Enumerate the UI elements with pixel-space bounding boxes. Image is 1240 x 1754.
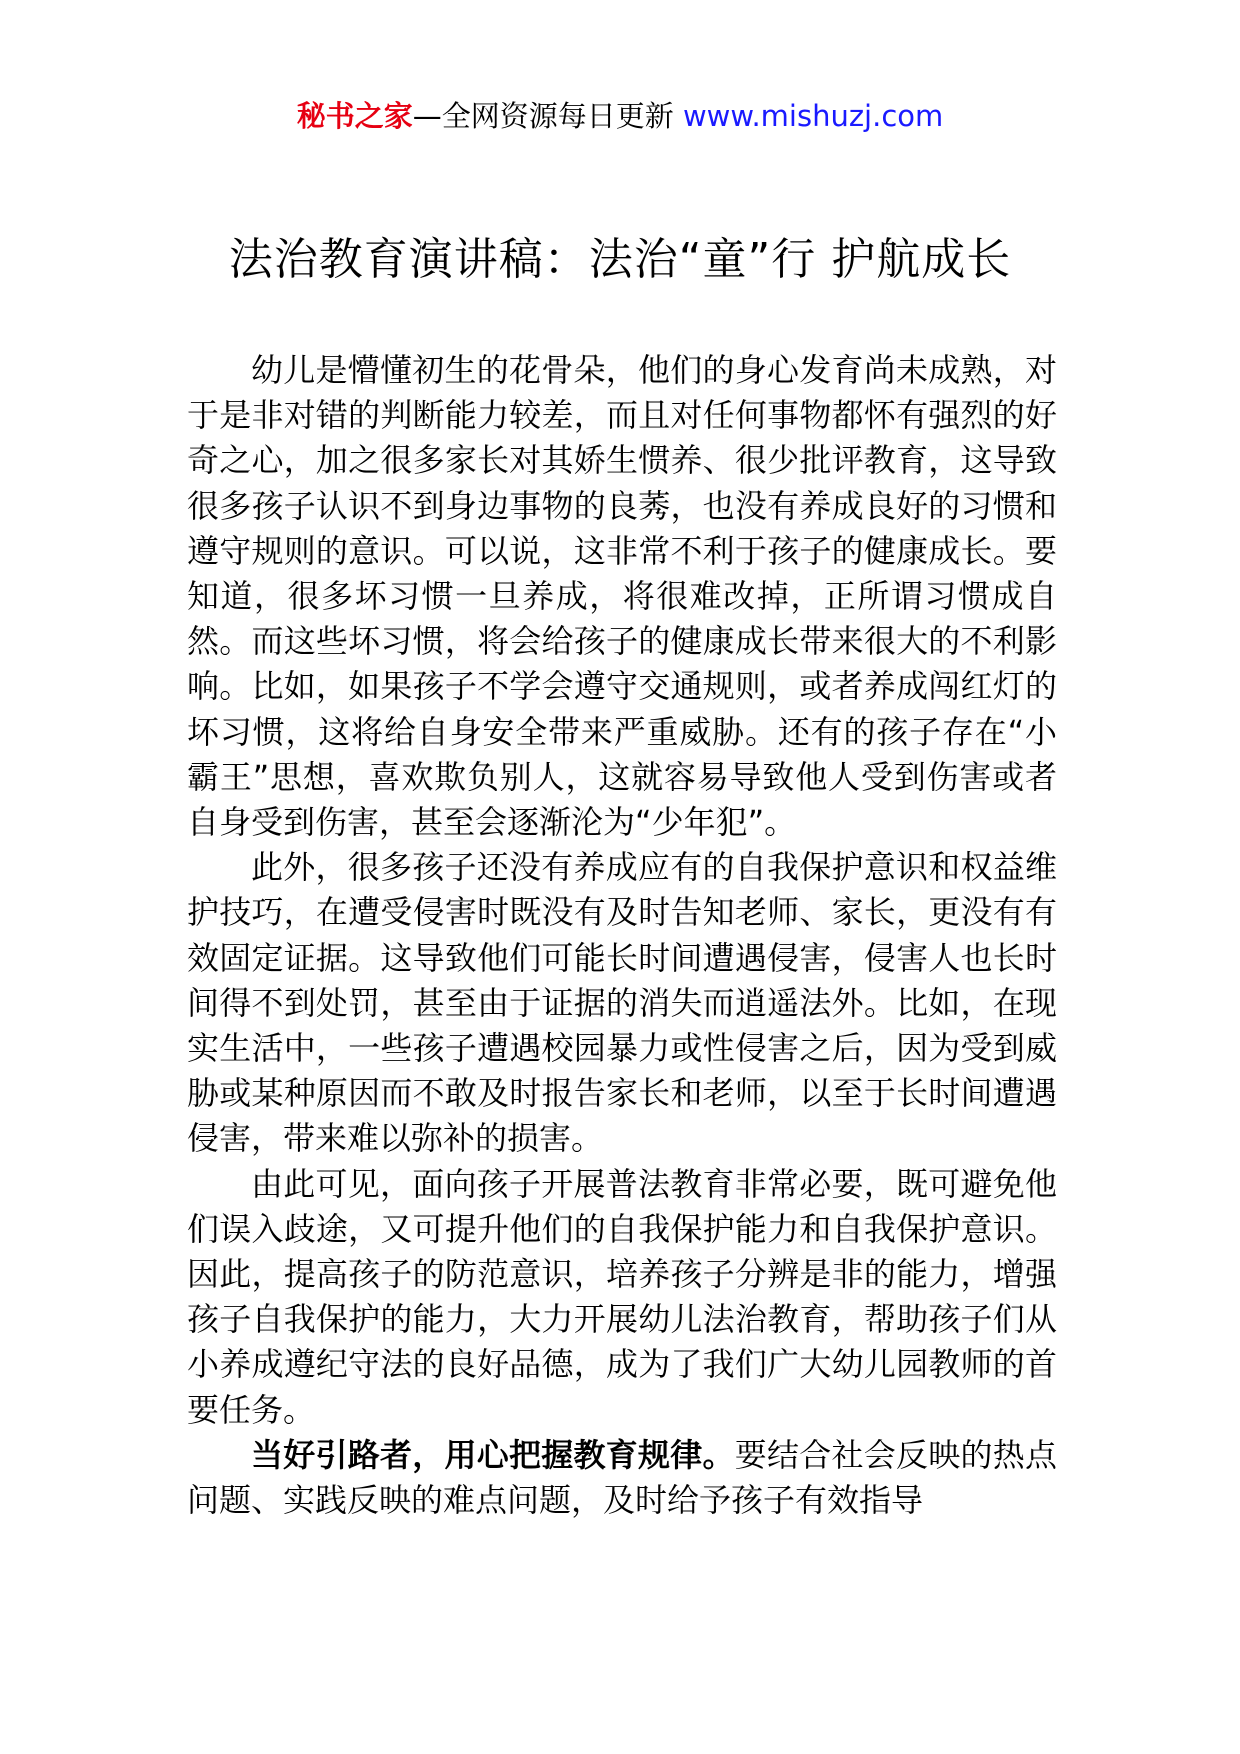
paragraph-1 [187,348,1057,845]
paragraph-2-text: 此外，很多孩子还没有养成应有的自我保护意识和权益维护技巧，在遭受侵害时既没有及时告知老师、家长，更没有有效固定证据。这导致他们可能长时间遭遇侵害，侵害人也长时间得不到处罚，甚至由于证据的消失而逍遥法外。比如，在现实生活中，一些孩子遭遇校园暴力或性侵害之后，因为受到威胁或某种原因而不敢及时报告家长和老师，以至于长时间遭遇侵害，带来难以弥补的损害。 [187,848,1057,1158]
paragraph-2 [187,845,1057,1161]
site-header [0,96,1240,136]
document-title: 法治教育演讲稿：法治“童”行 护航成长 [228,234,1012,285]
site-url-link[interactable]: www.mishuzj.com [682,99,944,133]
paragraph-3 [187,1162,1057,1433]
document-body [187,348,1057,1523]
paragraph-4-text: 要结合社会反映的热点问题、实践反映的难点问题，及时给予孩子有效指导 [187,1435,1057,1520]
paragraph-1-text: 幼儿是懵懂初生的花骨朵，他们的身心发育尚未成熟，对于是非对错的判断能力较差，而且对任何事物都怀有强烈的好奇之心，加之很多家长对其娇生惯养、很少批评教育，这导致很多孩子认识不到身边事物的良莠，也没有养成良好的习惯和遵守规则的意识。可以说，这非常不利于孩子的健康成长。要知道，很多坏习惯一旦养成，将很难改掉，正所谓习惯成自然。而这些坏习惯，将会给孩子的健康成长带来很大的不利影响。比如，如果孩子不学会遵守交通规则，或者养成闯红灯的坏习惯，这将给自身安全带来严重威胁。还有的孩子存在“小霸王”思想，喜欢欺负别人，这就容易导致他人受到伤害或者自身受到伤害，甚至会逐渐沦为“少年犯”。 [187,351,1057,842]
paragraph-3-text: 由此可见，面向孩子开展普法教育非常必要，既可避免他们误入歧途，又可提升他们的自我保护能力和自我保护意识。因此，提高孩子的防范意识，培养孩子分辨是非的能力，增强孩子自我保护的能力，大力开展幼儿法治教育，帮助孩子们从小养成遵纪守法的良好品德，成为了我们广大幼儿园教师的首要任务。 [187,1164,1057,1429]
paragraph-4 [187,1433,1057,1523]
header-tagline: —全网资源每日更新 [412,99,683,133]
brand-name: 秘书之家 [296,99,413,133]
paragraph-4-lead: 当好引路者，用心把握教育规律。 [251,1435,735,1474]
